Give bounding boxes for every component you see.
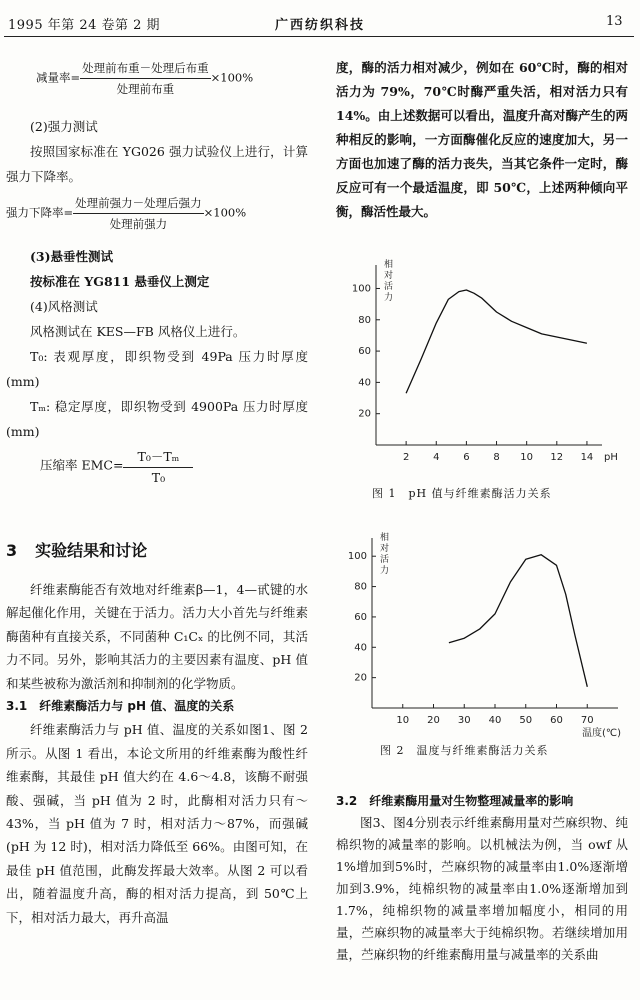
strength-loss-formula: 强力下降率= $\frac{\text{处理前强力－处理后强力}}{\text{处理前强力}}$ ×100%: [6, 196, 247, 231]
y-tick-label: 80: [358, 314, 371, 326]
y-tick-label: 60: [358, 346, 371, 358]
right-block-top: [336, 56, 628, 224]
drape-test-heading: (3)悬垂性测试: [30, 249, 114, 264]
running-header: [0, 0, 640, 40]
page-number: 13: [606, 14, 623, 29]
subsection-3-1-heading: 3.1 纤维素酶活力与 pH 值、温度的关系: [6, 699, 235, 714]
x-tick-label: 4: [433, 452, 440, 463]
figure-1-ph-chart: [340, 255, 630, 485]
journal-title: 广西纺织科技: [275, 18, 366, 33]
subsection-3-2-heading: 3.2 纤维素酶用量对生物整理减量率的影响: [336, 794, 574, 808]
x-tick-label: 10: [396, 715, 410, 726]
left-block-c: [6, 578, 308, 929]
temperature-discussion: 度，酶的活力相对减少，例如在 60℃时，酶的相对活力为 79%，70℃时酶严重失活，相对活力只有 14%。由上述数据可以看出，温度升高对酶产生的两种相反的影响，一方面酶催化反应的速度加大，另一方面也加速了酶的活力丧失，当其它条件一定时，酶反应可有一个最适温度，即 50℃，上述两种倾向平衡，酶活性最大。: [336, 60, 628, 219]
y-tick-label: 20: [358, 408, 371, 420]
figure-1-caption: 图 1 pH 值与纤维素酶活力关系: [372, 487, 552, 500]
y-tick-label: 40: [354, 642, 367, 654]
handle-test-text: 风格测试在 KES—FB 风格仪上进行。: [30, 324, 246, 339]
x-axis-label: 温度(℃): [582, 728, 622, 739]
y-axis-label: 相对活力: [384, 260, 394, 303]
x-tick-label: 2: [402, 452, 410, 463]
section-heading: [6, 538, 147, 561]
figure-2-temperature-chart: [336, 530, 628, 740]
y-tick-label: 40: [358, 377, 371, 389]
handle-test-heading: (4)风格测试: [30, 299, 98, 314]
y-tick-label: 100: [347, 551, 367, 563]
section-title: 实验结果和讨论: [35, 541, 148, 560]
compression-formula: 压缩率 EMC= $\frac{\text{T₀－Tₘ}}{\text{T₀}}$: [40, 447, 193, 485]
x-tick-label: 20: [427, 715, 440, 726]
journal-issue: 1995 年第 24 卷第 2 期: [8, 18, 161, 33]
figure-2-caption: 图 2 温度与纤维素酶活力关系: [380, 744, 549, 757]
x-tick-label: 10: [520, 452, 534, 463]
strength-test-text: 按照国家标准在 YG026 强力试验仪上进行，计算强力下降率。: [6, 144, 308, 184]
dosage-paragraph: 图3、图4分别表示纤维素酶用量对苎麻织物、纯棉织物的减量率的影响。以机械法为例，当 owf 从1%增加到5%时，苎麻织物的减量率由1.0%逐渐增加到3.9%，纯棉织物的减量率由1.0%逐渐增加到1.7%，纯棉织物的减量率增加幅度小，相同的用量，苎麻织物的减量率大于纯棉织物。若继续增加用量，苎麻织物的纤维素酶用量与减量率的关系曲: [336, 815, 628, 962]
x-tick-label: 8: [493, 452, 500, 463]
tm-definition: Tₘ: 稳定厚度，即织物受到 4900Pa 压力时厚度(mm): [6, 399, 308, 439]
x-tick-label: 12: [550, 452, 564, 463]
ph-temperature-paragraph: 纤维素酶活力与 pH 值、温度的关系如图1、图 2 所示。从图 1 看出，本论文所用的纤维素酶为酸性纤维素酶，其最佳 pH 值大约在 4.6～4.8，该酶不耐强酸、强碱，当 pH 值为 2 时，此酶相对活力只有～43%，当 pH 值为 7 时，相对活力～87%，而强碱(pH 为 12 时)，相对活力降低至 66%。由图可知，在最佳 pH 值范围，此酶发挥最大效率。从图 2 可以看出，随着温度升高，酶的相对活力提高，到 50℃上下，相对活力最大，再升高温: [6, 722, 308, 925]
x-tick-label: 60: [550, 715, 563, 726]
series-line: [449, 555, 587, 687]
y-tick-label: 20: [354, 672, 367, 684]
x-axis-label: pH: [604, 452, 618, 463]
y-tick-label: 100: [351, 283, 371, 295]
weight-loss-formula: 减量率= $\frac{\text{处理前布重－处理后布重}}{\text{处理前布重}}$ ×100%: [36, 61, 254, 96]
y-axis-label: 相对活力: [380, 533, 390, 576]
header-rule: [4, 36, 634, 37]
left-block-a: [6, 114, 308, 189]
y-tick-label: 80: [354, 581, 367, 593]
right-block-bottom: [336, 790, 628, 966]
intro-paragraph: 纤维素酶能否有效地对纤维素β—1，4—甙键的水解起催化作用，关键在于活力。活力大小首先与纤维素酶菌种有直接关系，不同菌种 C₁Cₓ 的比例不同，其活力不同。另外，影响其活力的主要因素有温度、pH 值和某些被称为激活剂和抑制剂的化学物质。: [6, 582, 308, 691]
x-tick-label: 50: [519, 715, 533, 726]
section-number: 3: [6, 541, 18, 560]
series-line: [406, 290, 587, 393]
t0-definition: T₀: 表观厚度，即织物受到 49Pa 压力时厚度(mm): [6, 349, 308, 389]
strength-test-heading: (2)强力测试: [30, 119, 98, 134]
x-tick-label: 14: [580, 452, 594, 463]
left-block-b: [6, 244, 308, 444]
x-tick-label: 70: [580, 715, 594, 726]
x-tick-label: 30: [457, 715, 471, 726]
drape-test-text: 按标准在 YG811 悬垂仪上测定: [30, 274, 210, 289]
x-tick-label: 40: [488, 715, 502, 726]
x-tick-label: 6: [463, 452, 470, 463]
y-tick-label: 60: [354, 611, 367, 623]
